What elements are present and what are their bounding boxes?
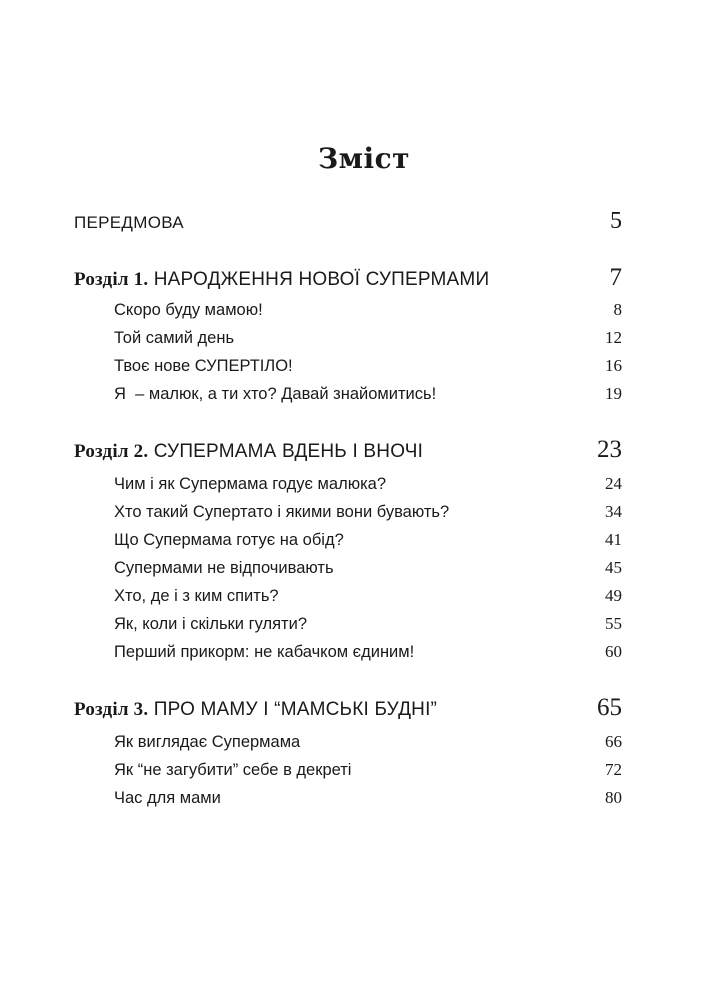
toc-entry-page: 41	[605, 530, 622, 549]
toc-entry-page: 16	[605, 356, 622, 375]
toc-entry[interactable]	[114, 614, 622, 634]
toc-entry[interactable]	[114, 558, 622, 578]
toc-entry-label: ПЕРЕДМОВА	[74, 213, 184, 232]
toc-entry[interactable]	[114, 586, 622, 606]
toc-entry-label: Хто, де і з ким спить?	[114, 587, 279, 605]
toc-entry-page: 45	[605, 558, 622, 577]
toc-entry-label: Як “не загубити” себе в декреті	[114, 761, 352, 779]
toc-entry-page: 80	[605, 788, 622, 807]
toc-entry-label: Хто такий Супертато і якими вони бувають?	[114, 503, 450, 521]
toc-chapter-label: СУПЕРМАМА ВДЕНЬ І ВНОЧІ	[153, 441, 424, 462]
toc-chapter-page: 7	[609, 264, 622, 291]
toc-entry[interactable]	[114, 384, 622, 404]
toc-entry[interactable]	[114, 732, 622, 752]
toc-entry-page: 34	[605, 502, 622, 521]
toc-chapter-prefix: Розділ 2.	[74, 441, 149, 462]
toc-entry-page: 60	[605, 642, 622, 661]
toc-entry[interactable]	[114, 642, 622, 662]
toc-entry-label: Чим і як Супермама годує малюка?	[114, 475, 387, 493]
toc-title: Зміст	[317, 142, 411, 175]
toc-entry-page: 12	[605, 328, 622, 347]
toc-entry-foreword[interactable]	[74, 208, 622, 235]
toc-entry-page: 66	[605, 732, 622, 751]
toc-entry-label: Перший прикорм: не кабачком єдиним!	[114, 643, 415, 661]
toc-chapter-page: 65	[597, 694, 622, 721]
toc-entry-page: 55	[605, 614, 622, 633]
toc-entry[interactable]	[114, 328, 622, 348]
toc-entry[interactable]	[114, 530, 622, 550]
toc-entry-label: Що Супермама готує на обід?	[114, 531, 344, 549]
toc-chapter-title	[74, 699, 437, 721]
toc-entry-page: 8	[613, 300, 622, 319]
toc-entry-page: 5	[610, 208, 622, 234]
toc-entry-label: Як, коли і скільки гуляти?	[114, 615, 307, 633]
toc-entry-label: Той самий день	[114, 329, 235, 347]
toc-entry-label: Час для мами	[114, 789, 221, 807]
toc-chapter-page: 23	[597, 436, 622, 463]
toc-entry-label: Твоє нове СУПЕРТІЛО!	[114, 357, 293, 375]
toc-entry[interactable]	[114, 474, 622, 494]
toc-entry[interactable]	[114, 760, 622, 780]
toc-entry-label: Скоро буду мамою!	[114, 301, 263, 319]
toc-chapter-label: ПРО МАМУ І “МАМСЬКІ БУДНІ”	[153, 699, 438, 720]
toc-entry[interactable]	[114, 502, 622, 522]
toc-chapter-prefix: Розділ 3.	[74, 699, 149, 720]
toc-chapter-prefix: Розділ 1.	[74, 269, 149, 290]
toc-entry-page: 49	[605, 586, 622, 605]
toc-entry[interactable]	[114, 356, 622, 376]
toc-chapter-1[interactable]	[74, 264, 622, 292]
toc-chapter-title	[74, 269, 489, 291]
toc-chapter-3[interactable]	[74, 694, 622, 722]
toc-entry-page: 19	[605, 384, 622, 403]
toc-entry-label: Як виглядає Супермама	[114, 733, 301, 751]
toc-entry-page: 72	[605, 760, 622, 779]
toc-chapter-label: НАРОДЖЕННЯ НОВОЇ СУПЕРМАМИ	[153, 269, 490, 290]
toc-chapter-title	[74, 441, 423, 463]
toc-chapter-2[interactable]	[74, 436, 622, 464]
toc-entry-label: Супермами не відпочивають	[114, 559, 334, 577]
toc-entry-page: 24	[605, 474, 622, 493]
toc-entry-label: Я – малюк, а ти хто? Давай знайомитись!	[114, 385, 437, 403]
toc-entry[interactable]	[114, 788, 622, 808]
toc-entry[interactable]	[114, 300, 622, 320]
